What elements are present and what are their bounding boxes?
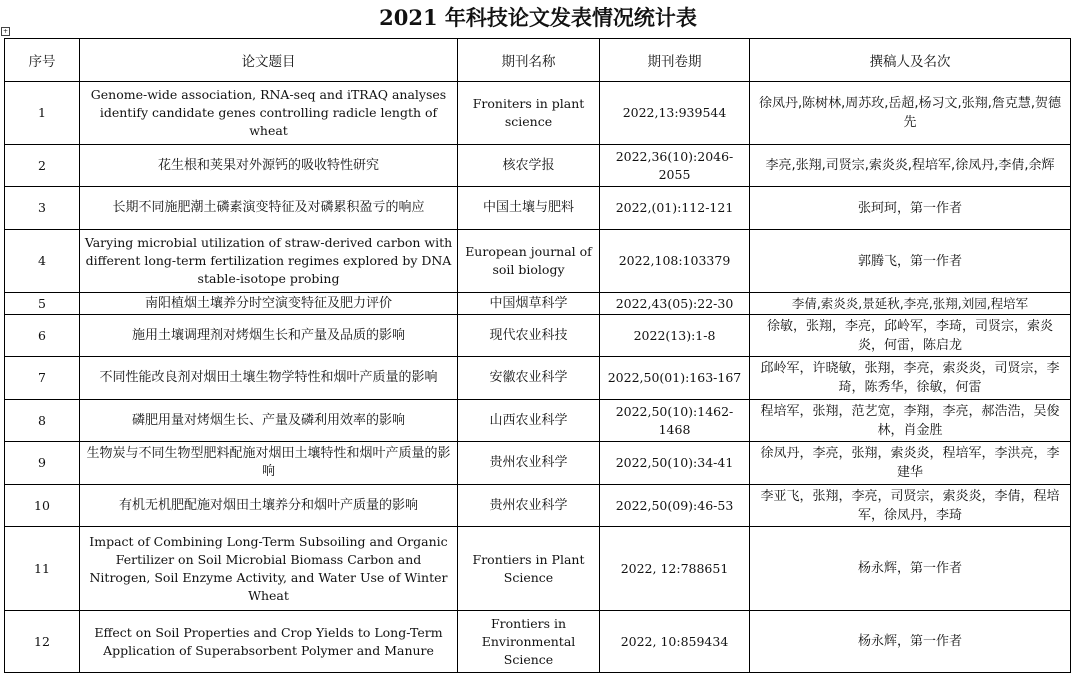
row-issue: 2022,50(09):46-53	[600, 485, 750, 527]
row-no: 9	[5, 442, 80, 485]
row-title: Effect on Soil Properties and Crop Yields to Long-Term Application of Superabsorbent Polymer and Manure	[80, 611, 458, 673]
row-title: 南阳植烟土壤养分时空演变特征及肥力评价	[80, 293, 458, 315]
row-title: 施用土壤调理剂对烤烟生长和产量及品质的影响	[80, 315, 458, 357]
table-row	[5, 230, 1071, 293]
row-issue: 2022,13:939544	[600, 82, 750, 145]
row-authors: 李亚飞，张翔，李亮，司贤宗，索炎炎，李倩，程培军，徐凤丹，李琦	[750, 485, 1071, 527]
row-authors: 邱岭军，许晓敏，张翔，李亮，索炎炎，司贤宗，李琦，陈秀华，徐敏，何雷	[750, 357, 1071, 400]
header-no: 序号	[5, 39, 80, 82]
header-title: 论文题目	[80, 39, 458, 82]
row-no: 6	[5, 315, 80, 357]
row-authors: 李倩,索炎炎,景延秋,李亮,张翔,刘园,程培军	[750, 293, 1071, 315]
row-issue: 2022,(01):112-121	[600, 187, 750, 230]
row-authors: 杨永辉，第一作者	[750, 611, 1071, 673]
row-issue: 2022,50(10):34-41	[600, 442, 750, 485]
row-title: Varying microbial utilization of straw-derived carbon with different long-term fertilization regimes explored by DNA stable-isotope probing	[80, 230, 458, 293]
row-issue: 2022,43(05):22-30	[600, 293, 750, 315]
row-journal: 贵州农业科学	[458, 485, 600, 527]
row-no: 11	[5, 527, 80, 611]
row-title: 生物炭与不同生物型肥料配施对烟田土壤特性和烟叶产质量的影响	[80, 442, 458, 485]
row-title: 有机无机肥配施对烟田土壤养分和烟叶产质量的影响	[80, 485, 458, 527]
row-journal: 中国土壤与肥料	[458, 187, 600, 230]
row-title: Impact of Combining Long-Term Subsoiling and Organic Fertilizer on Soil Microbial Biomass Carbon and Nitrogen, Soil Enzyme Activity, and Water Use of Winter Wheat	[80, 527, 458, 611]
row-journal: Froniters in plant science	[458, 82, 600, 145]
row-no: 1	[5, 82, 80, 145]
row-authors: 杨永辉，第一作者	[750, 527, 1071, 611]
row-issue: 2022,50(10):1462-1468	[600, 400, 750, 442]
table-row	[5, 442, 1071, 485]
table-row	[5, 527, 1071, 611]
row-authors: 张珂珂，第一作者	[750, 187, 1071, 230]
table-row	[5, 145, 1071, 187]
row-issue: 2022,108:103379	[600, 230, 750, 293]
row-authors: 徐凤丹，李亮，张翔，索炎炎，程培军，李洪亮，李建华	[750, 442, 1071, 485]
papers-table	[4, 38, 1071, 673]
row-no: 4	[5, 230, 80, 293]
row-issue: 2022, 12:788651	[600, 527, 750, 611]
row-authors: 徐敏，张翔，李亮，邱岭军，李琦，司贤宗，索炎炎，何雷，陈启龙	[750, 315, 1071, 357]
table-move-handle-icon[interactable]: +	[2, 28, 9, 35]
row-authors: 郭腾飞，第一作者	[750, 230, 1071, 293]
row-journal: Frontiers in Plant Science	[458, 527, 600, 611]
table-row	[5, 357, 1071, 400]
row-journal: Frontiers in Environmental Science	[458, 611, 600, 673]
row-no: 7	[5, 357, 80, 400]
row-authors: 李亮,张翔,司贤宗,索炎炎,程培军,徐凤丹,李倩,余辉	[750, 145, 1071, 187]
row-journal: 山西农业科学	[458, 400, 600, 442]
table-row	[5, 315, 1071, 357]
row-title: 花生根和荚果对外源钙的吸收特性研究	[80, 145, 458, 187]
row-issue: 2022,50(01):163-167	[600, 357, 750, 400]
table-row	[5, 400, 1071, 442]
row-no: 10	[5, 485, 80, 527]
row-no: 2	[5, 145, 80, 187]
row-title: 长期不同施肥潮土磷素演变特征及对磷累积盈亏的响应	[80, 187, 458, 230]
row-journal: 贵州农业科学	[458, 442, 600, 485]
row-no: 5	[5, 293, 80, 315]
row-title: Genome-wide association, RNA-seq and iTRAQ analyses identify candidate genes controlling radicle length of wheat	[80, 82, 458, 145]
header-row	[5, 39, 1071, 82]
table-row	[5, 82, 1071, 145]
row-journal: European journal of soil biology	[458, 230, 600, 293]
header-issue: 期刊卷期	[600, 39, 750, 82]
table-row	[5, 293, 1071, 315]
page-title: 2021 年科技论文发表情况统计表	[379, 5, 697, 30]
row-issue: 2022,36(10):2046-2055	[600, 145, 750, 187]
row-journal: 中国烟草科学	[458, 293, 600, 315]
row-issue: 2022, 10:859434	[600, 611, 750, 673]
row-no: 8	[5, 400, 80, 442]
row-title: 磷肥用量对烤烟生长、产量及磷利用效率的影响	[80, 400, 458, 442]
row-journal: 核农学报	[458, 145, 600, 187]
row-issue: 2022(13):1-8	[600, 315, 750, 357]
row-no: 3	[5, 187, 80, 230]
row-authors: 徐凤丹,陈树林,周苏玫,岳超,杨习文,张翔,詹克慧,贺德先	[750, 82, 1071, 145]
row-no: 12	[5, 611, 80, 673]
row-journal: 现代农业科技	[458, 315, 600, 357]
table-row	[5, 611, 1071, 673]
table-row	[5, 187, 1071, 230]
header-journal: 期刊名称	[458, 39, 600, 82]
row-title: 不同性能改良剂对烟田土壤生物学特性和烟叶产质量的影响	[80, 357, 458, 400]
table-row	[5, 485, 1071, 527]
row-journal: 安徽农业科学	[458, 357, 600, 400]
row-authors: 程培军，张翔，范艺宽，李翔，李亮，郝浩浩，吴俊林，肖金胜	[750, 400, 1071, 442]
header-authors: 撰稿人及名次	[750, 39, 1071, 82]
